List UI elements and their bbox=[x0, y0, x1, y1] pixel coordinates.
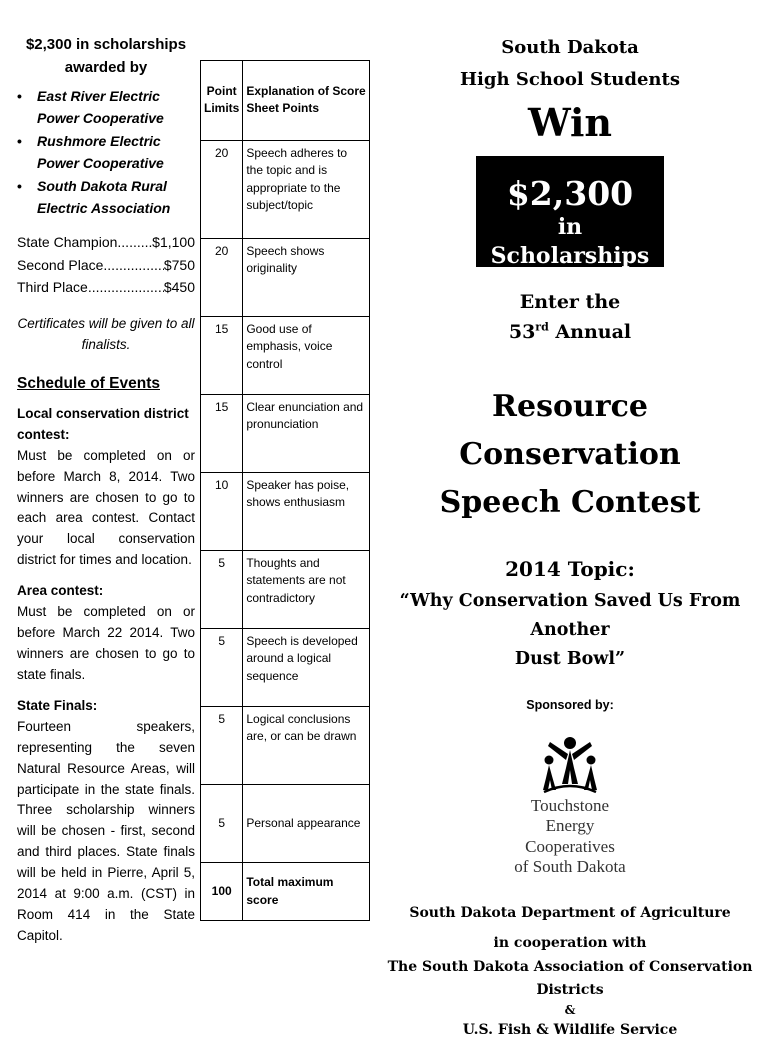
total-text: Total maximum score bbox=[243, 863, 370, 921]
headline-students: High School Students bbox=[460, 68, 680, 90]
score-text: Personal appearance bbox=[243, 785, 370, 863]
score-header-row bbox=[201, 61, 370, 141]
bullet-icon: • bbox=[17, 88, 22, 104]
prize-label: Second Place bbox=[17, 256, 104, 273]
annual-word: Annual bbox=[555, 320, 632, 343]
total-points: 100 bbox=[201, 863, 243, 921]
points-header: Point Limits bbox=[201, 61, 243, 141]
score-text: Speech is developed around a logical sequence bbox=[243, 629, 370, 707]
event-heading: Local conservation district contest: bbox=[17, 405, 189, 442]
organizers bbox=[380, 902, 760, 1043]
score-text: Clear enunciation and pronunciation bbox=[243, 395, 370, 473]
sponsor-name: Rushmore Electric Power Cooperative bbox=[37, 132, 164, 172]
score-row bbox=[201, 629, 370, 707]
event-heading: State Finals: bbox=[17, 697, 98, 713]
score-row bbox=[201, 473, 370, 551]
event-text: Must be completed on or before March 8, 2014. Two winners are chosen to go to each area contest. Contact your local conservation district for times and location. bbox=[17, 447, 195, 568]
score-row bbox=[201, 785, 370, 863]
score-row bbox=[201, 141, 370, 239]
banner-scholarships: in Scholarships bbox=[490, 214, 650, 269]
score-points: 20 bbox=[201, 239, 243, 317]
event-local bbox=[17, 404, 195, 571]
sponsor-name: South Dakota Rural Electric Association bbox=[37, 177, 171, 216]
score-points: 15 bbox=[201, 395, 243, 473]
annual-suffix: rd bbox=[535, 320, 549, 334]
bullet-icon: • bbox=[17, 132, 22, 149]
prize-row bbox=[17, 254, 195, 276]
score-text: Speech shows originality bbox=[243, 239, 370, 317]
enter-line bbox=[380, 287, 760, 348]
score-row bbox=[201, 551, 370, 629]
contest-title-line: Resource Conservation bbox=[459, 389, 681, 473]
prize-row bbox=[17, 276, 195, 298]
prize-row bbox=[17, 231, 195, 253]
event-text: Must be completed on or before March 22 2014. Two winners are chosen to go to state finals. bbox=[17, 604, 195, 682]
score-table bbox=[200, 60, 370, 921]
explanation-header: Explanation of Score Sheet Points bbox=[243, 61, 370, 141]
headline-win: Win bbox=[527, 99, 613, 145]
prize-amount: $1,100 bbox=[152, 234, 195, 251]
score-text: Thoughts and statements are not contradictory bbox=[243, 551, 370, 629]
score-text: Logical conclusions are, or can be drawn bbox=[243, 707, 370, 785]
sponsor-item bbox=[17, 85, 195, 130]
score-text: Speaker has poise, shows enthusiasm bbox=[243, 473, 370, 551]
prize-list bbox=[17, 231, 195, 298]
certificates-note: Certificates will be given to all finalists. bbox=[17, 315, 195, 353]
enter-text: Enter the bbox=[519, 290, 621, 313]
score-points: 5 bbox=[201, 785, 243, 863]
score-row bbox=[201, 707, 370, 785]
event-area bbox=[17, 581, 195, 686]
score-points: 15 bbox=[201, 317, 243, 395]
contest-title-line: Speech Contest bbox=[439, 485, 701, 521]
score-points: 20 bbox=[201, 141, 243, 239]
annual-line bbox=[380, 317, 760, 347]
logo-text: Touchstone Energy Cooperatives of South Dakota bbox=[514, 795, 626, 877]
score-row bbox=[201, 239, 370, 317]
left-column bbox=[17, 34, 195, 947]
sponsor-item bbox=[17, 175, 195, 220]
score-row bbox=[201, 395, 370, 473]
prize-label: Third Place bbox=[17, 279, 88, 296]
topic-heading: 2014 Topic: bbox=[505, 557, 635, 582]
score-points: 5 bbox=[201, 551, 243, 629]
headline-state: South Dakota bbox=[501, 37, 639, 58]
organizer-dept: South Dakota Department of Agriculture bbox=[409, 904, 731, 921]
sponsor-item bbox=[17, 130, 195, 175]
score-row bbox=[201, 317, 370, 395]
schedule-heading: Schedule of Events bbox=[17, 374, 160, 392]
organizer-fws: U.S. Fish & Wildlife Service bbox=[462, 1021, 678, 1038]
touchstone-people-icon bbox=[540, 734, 600, 796]
scholarships-title: $2,300 in scholarships awarded by bbox=[25, 36, 187, 76]
score-text: Speech adheres to the topic and is appropriate to the subject/topic bbox=[243, 141, 370, 239]
score-total-row bbox=[201, 863, 370, 921]
bullet-icon: • bbox=[17, 177, 22, 194]
organizer-cooperation: in cooperation with bbox=[493, 934, 647, 951]
event-text: Fourteen speakers, representing the seven Natural Resource Areas, will participate in the state finals. Three scholarship winners will be chosen - first, second and third places. State finals will be held in Pierre, April 5, 2014 at 9:00 a.m. (CST) in Room 414 in the State Capitol. bbox=[17, 718, 195, 943]
sponsor-name: East River Electric Power Cooperative bbox=[37, 88, 164, 127]
sponsor-list bbox=[17, 85, 195, 219]
event-heading: Area contest: bbox=[17, 583, 104, 599]
score-points: 5 bbox=[201, 629, 243, 707]
topic-line: “Why Conservation Saved Us From Another bbox=[399, 591, 741, 641]
prize-amount: $450 bbox=[163, 279, 195, 296]
score-points: 5 bbox=[201, 707, 243, 785]
touchstone-energy-logo bbox=[510, 734, 630, 877]
event-state bbox=[17, 696, 195, 947]
prize-label: State Champion bbox=[17, 234, 118, 251]
topic-text bbox=[380, 587, 760, 674]
banner-amount: $2,300 bbox=[506, 173, 634, 213]
topic-line: Dust Bowl” bbox=[514, 649, 626, 670]
prize-amount: $750 bbox=[163, 256, 195, 273]
score-text: Good use of emphasis, voice control bbox=[243, 317, 370, 395]
prize-banner bbox=[476, 156, 664, 267]
organizer-ampersand: & bbox=[564, 1003, 576, 1018]
right-column bbox=[380, 30, 760, 1043]
sponsored-by: Sponsored by: bbox=[526, 697, 614, 712]
annual-number: 53 bbox=[508, 320, 536, 343]
contest-title bbox=[380, 383, 760, 527]
organizer-association: The South Dakota Association of Conservation Districts bbox=[387, 958, 753, 999]
score-points: 10 bbox=[201, 473, 243, 551]
